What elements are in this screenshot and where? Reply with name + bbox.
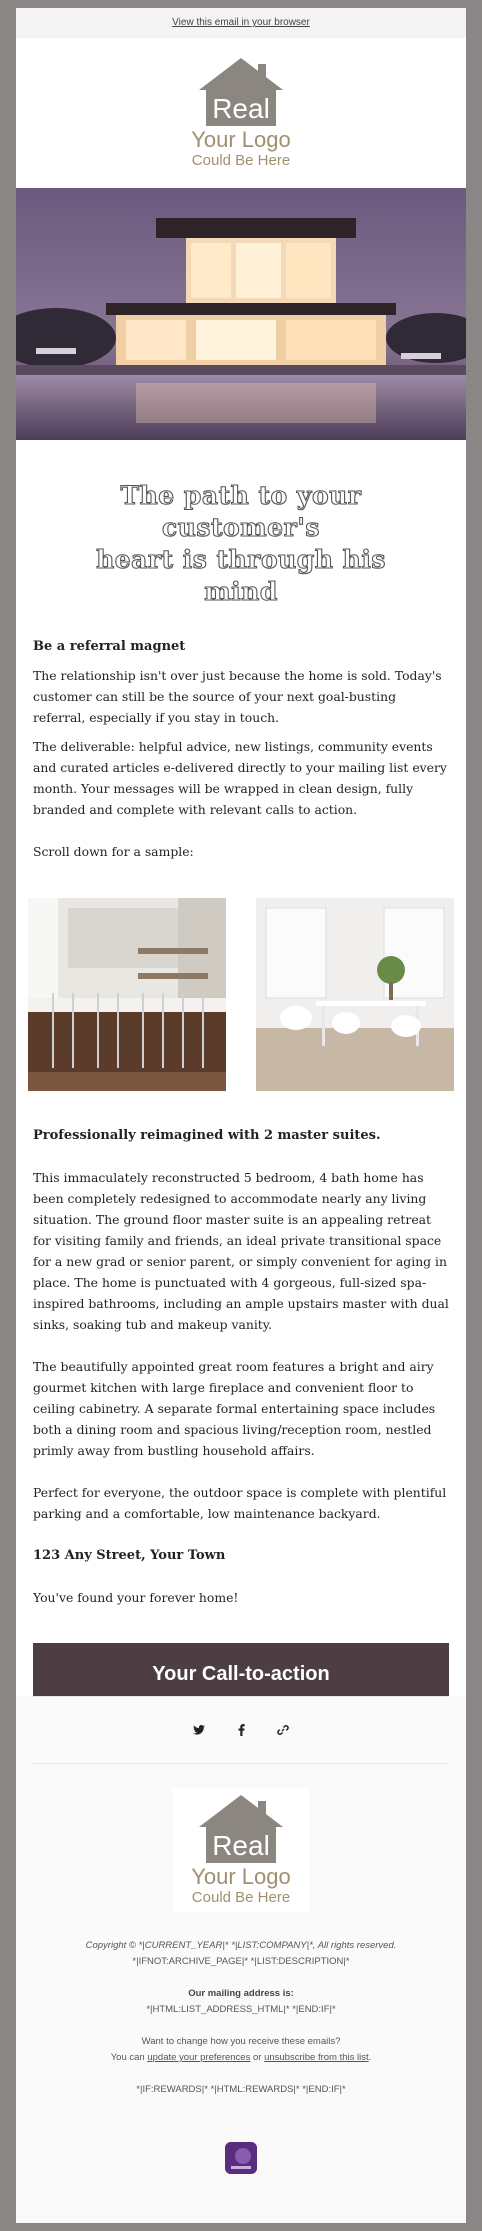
change-question: Want to change how you receive these emails?	[141, 2036, 341, 2047]
email-frame	[16, 8, 466, 2223]
rewards-badge-wrap	[16, 2142, 466, 2174]
headline-line-1: The path to your customer's	[120, 481, 362, 542]
period-text: .	[368, 2052, 372, 2063]
mailing-label: Our mailing address is:	[188, 1988, 294, 1999]
hero-house-image	[16, 188, 466, 440]
footer-fine-print	[16, 1938, 466, 2098]
you-can-text: You can	[110, 2052, 148, 2063]
unsubscribe-link[interactable]: unsubscribe from this list	[264, 2052, 369, 2063]
cta-line-1: Your Call-to-action	[152, 1663, 330, 1685]
browser-view-bar	[16, 8, 466, 38]
update-preferences-link[interactable]: update your preferences	[147, 2052, 251, 2063]
closing-line: You've found your forever home!	[33, 1590, 239, 1605]
footer-house-logo-icon	[196, 1793, 286, 1865]
paragraph-2: The deliverable: helpful advice, new listings, community events and curated articles e-delivered directly to your mailing list every month. Your messages will be wrapped in clean design, fully branded and complete with relevant calls to action.	[33, 739, 447, 817]
headline	[16, 440, 466, 608]
footer-logo-word: Real	[212, 1830, 270, 1861]
footer-logo-line-2: Your Logo	[191, 1864, 291, 1889]
scroll-prompt: Scroll down for a sample:	[33, 844, 194, 859]
header-logo-area	[16, 38, 466, 188]
logo-word: Real	[212, 93, 270, 124]
listing-address: 123 Any Street, Your Town	[33, 1548, 226, 1563]
paragraph-1: The relationship isn't over just because the home is sold. Today's customer can still be the source of your next goal-busting referral, especially if you stay in touch.	[33, 668, 442, 725]
or-text: or	[250, 2052, 265, 2063]
footer-divider-bottom	[33, 1763, 449, 1764]
dining-photo	[256, 898, 454, 1091]
referral-title: Be a referral magnet	[33, 639, 186, 654]
paragraph-3: This immaculately reconstructed 5 bedroom, 4 bath home has been completely redesigned to accommodate nearly any living situation. The ground floor master suite is an appealing retreat for visiting family and friends, an ideal private transitional space for a new grad or senior parent, or simply convenient for aging in place. The home is punctuated with 4 gorgeous, full-sized spa-inspired bathrooms, including an ample upstairs master with dual sinks, soaking tub and makeup vanity.	[33, 1170, 449, 1332]
facebook-icon[interactable]	[231, 1720, 251, 1740]
paragraph-4: The beautifully appointed great room features a bright and airy gourmet kitchen with large fireplace and convenient floor to ceiling cabinetry. A separate formal entertaining space includes both a dining room and spacious living/reception room, nestled primly away from bustling household affairs.	[33, 1359, 436, 1458]
photo-row	[16, 898, 466, 1091]
paragraph-5: Perfect for everyone, the outdoor space is complete with plentiful parking and a comfortable, low maintenance backyard.	[33, 1485, 447, 1521]
footer-logo-line-3: Could Be Here	[191, 1889, 291, 1906]
logo-line-3: Could Be Here	[191, 152, 291, 169]
body-content	[16, 608, 466, 862]
copyright-text: Copyright © *|CURRENT_YEAR|* *|LIST:COMPANY|*, All rights reserved.	[85, 1940, 397, 1951]
house-logo-icon	[196, 56, 286, 128]
social-links	[16, 1697, 466, 1763]
preferences-line	[16, 2050, 466, 2066]
link-icon[interactable]	[273, 1720, 293, 1740]
logo-line-2: Your Logo	[191, 127, 291, 152]
archive-text: *|IFNOT:ARCHIVE_PAGE|* *|LIST:DESCRIPTION|*	[132, 1956, 350, 1967]
footer-logo[interactable]	[173, 1788, 309, 1912]
kitchen-photo	[28, 898, 226, 1091]
brand-logo[interactable]	[191, 56, 291, 170]
listing-content	[16, 1091, 466, 1608]
footer	[16, 1696, 466, 2223]
listing-title: Professionally reimagined with 2 master suites.	[33, 1128, 381, 1143]
headline-line-2: heart is through his mind	[96, 545, 386, 606]
rewards-badge-icon[interactable]	[225, 2142, 257, 2174]
rewards-text: *|IF:REWARDS|* *|HTML:REWARDS|* *|END:IF|*	[136, 2084, 346, 2095]
twitter-icon[interactable]	[189, 1720, 209, 1740]
view-in-browser-link[interactable]: View this email in your browser	[172, 17, 310, 28]
mailing-address: *|HTML:LIST_ADDRESS_HTML|* *|END:IF|*	[146, 2004, 336, 2015]
